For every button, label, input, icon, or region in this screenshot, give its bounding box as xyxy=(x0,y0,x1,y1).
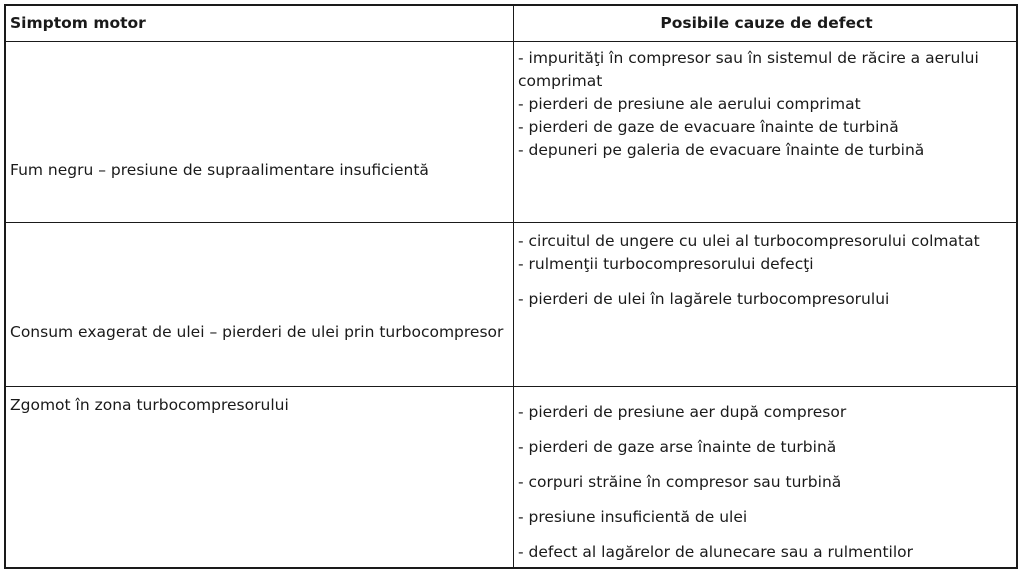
row-2-cause-2: - rulmenţii turbocompresorului defecţi xyxy=(518,255,814,273)
row-2-cause-1: - circuitul de ungere cu ulei al turbocompresorului colmatat xyxy=(518,232,980,250)
row-2-causes xyxy=(518,230,1014,311)
row-divider-2 xyxy=(6,386,1016,387)
row-3-cause-3: - corpuri străine în compresor sau turbină xyxy=(518,473,842,491)
row-3-cause-1: - pierderi de presiune aer după compresor xyxy=(518,403,847,421)
row-1-cause-3: - pierderi de gaze de evacuare înainte de turbină xyxy=(518,118,899,136)
row-1-cause-4: - depuneri pe galeria de evacuare înainte de turbină xyxy=(518,141,925,159)
row-divider-1 xyxy=(6,222,1016,223)
header-causes: Posibile cauze de defect xyxy=(660,14,873,32)
row-1-cause-2: - pierderi de presiune ale aerului comprimat xyxy=(518,95,861,113)
row-3-cause-2: - pierderi de gaze arse înainte de turbină xyxy=(518,438,837,456)
row-3-symptom: Zgomot în zona turbocompresorului xyxy=(10,396,289,414)
row-1-cause-1: - impurităţi în compresor sau în sistemul de răcire a aerului comprimat xyxy=(518,49,979,90)
row-1-causes xyxy=(518,47,1014,162)
symptom-causes-table xyxy=(4,4,1018,569)
header-symptom: Simptom motor xyxy=(10,14,146,32)
column-divider xyxy=(513,6,514,567)
header-divider xyxy=(6,41,1016,42)
row-2-cause-3: - pierderi de ulei în lagărele turbocompresorului xyxy=(518,290,890,308)
row-2-symptom: Consum exagerat de ulei – pierderi de ulei prin turbocompresor xyxy=(10,323,504,341)
row-3-causes xyxy=(518,395,1014,570)
row-3-cause-4: - presiune insuficientă de ulei xyxy=(518,508,748,526)
row-1-symptom: Fum negru – presiune de supraalimentare insuficientă xyxy=(10,161,429,179)
row-3-cause-5: - defect al lagărelor de alunecare sau a rulmentilor xyxy=(518,543,914,561)
